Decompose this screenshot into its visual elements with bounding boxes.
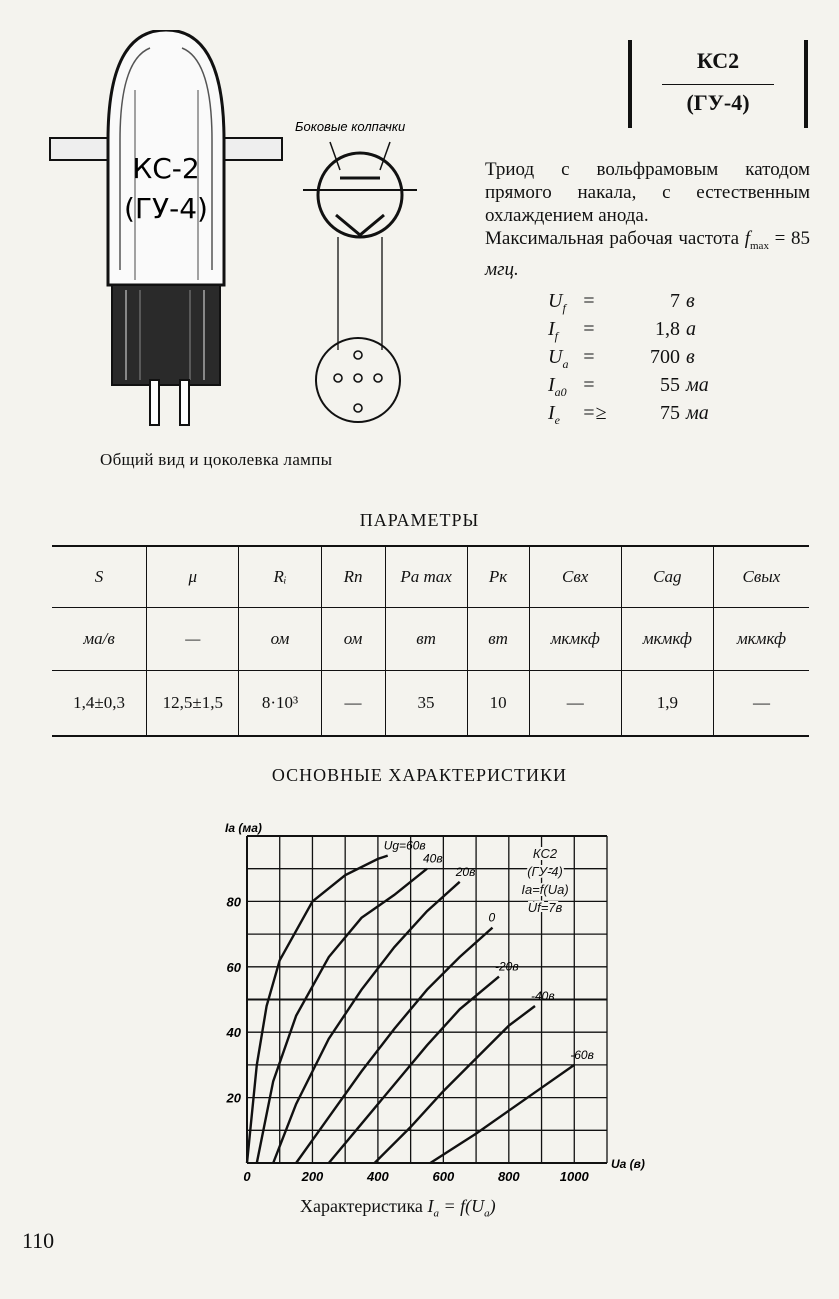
- param-header: Cвх: [529, 546, 621, 608]
- description-text: Триод с вольфрамовым катодом прямого накала, с естественным охлаждением анода.: [485, 159, 810, 226]
- side-cap-right: [222, 138, 282, 160]
- spec-subscript: e: [554, 413, 560, 427]
- type-box-line2: (ГУ-4): [686, 90, 750, 115]
- side-cap-left: [50, 138, 110, 160]
- spec-value: 55: [660, 374, 680, 396]
- param-header: Pк: [467, 546, 529, 608]
- spec-symbol: $I_e$: [548, 402, 560, 427]
- fmax-value: = 85: [774, 228, 811, 249]
- characteristic-chart: [215, 818, 655, 1198]
- spec-equals: =: [582, 374, 596, 396]
- param-unit: ом: [239, 608, 321, 671]
- page-number: 110: [22, 1228, 55, 1253]
- triode-schematic-symbol: [303, 142, 417, 350]
- x-axis-label: Ua (в): [611, 1157, 645, 1171]
- spec-row: [548, 402, 728, 430]
- param-header: Cвых: [742, 567, 781, 586]
- spec-equals: =: [582, 318, 596, 340]
- series-label: Ug=60в: [383, 838, 426, 853]
- param-unit: ом: [321, 608, 385, 671]
- spec-unit: в: [686, 290, 695, 312]
- param-header: Rᵢ: [239, 546, 321, 608]
- spec-unit: а: [686, 318, 696, 340]
- description: [485, 158, 810, 281]
- param-unit: вт: [467, 608, 529, 671]
- spec-row: [548, 346, 728, 374]
- x-tick-label: 1000: [559, 1169, 589, 1184]
- param-unit: ма/в: [52, 608, 147, 671]
- description-fmax-prefix: Максимальная рабочая частота: [485, 228, 740, 249]
- spec-value: 7: [670, 290, 680, 312]
- spec-symbol: $U_f$: [548, 290, 566, 315]
- y-tick-label: 80: [226, 894, 241, 910]
- spec-symbol: $I_f$: [548, 318, 559, 343]
- spec-value: 75: [660, 402, 680, 424]
- param-value: 8·10³: [239, 671, 321, 737]
- tube-label-2: (ГУ-4): [124, 192, 208, 225]
- series-line: [257, 869, 427, 1163]
- series-label: 20в: [455, 864, 476, 879]
- chart-annotation: Ia=f(Ua): [521, 882, 569, 897]
- fmax-sub: max: [750, 239, 769, 252]
- chart-caption-end: ): [489, 1196, 496, 1216]
- series-label: -40в: [531, 989, 555, 1004]
- tube-pin: [180, 380, 189, 425]
- spec-equals: =: [582, 346, 596, 368]
- spec-equals: =≥: [582, 402, 607, 424]
- characteristics-title: ОСНОВНЫЕ ХАРАКТЕРИСТИКИ: [271, 765, 568, 785]
- param-header: μ: [147, 546, 239, 608]
- chart-caption-formula: = f(U: [443, 1196, 485, 1216]
- spec-unit: ма: [686, 374, 709, 396]
- chart-caption-sub2: a: [484, 1207, 490, 1220]
- series-label: -20в: [495, 959, 519, 974]
- spec-symbol: $U_a$: [548, 346, 569, 371]
- chart-annotation: Uf=7в: [527, 900, 563, 915]
- param-value: —: [713, 671, 809, 737]
- param-value: —: [321, 671, 385, 737]
- series-line: [375, 1006, 535, 1163]
- x-tick-label: 800: [497, 1169, 520, 1184]
- fmax-unit: мгц.: [485, 258, 519, 280]
- param-unit: мкмкф: [529, 608, 621, 671]
- param-header: Pa max: [385, 546, 467, 608]
- x-tick-label: 600: [432, 1169, 455, 1184]
- params-table: [52, 545, 809, 737]
- spec-subscript: a: [562, 357, 569, 371]
- spec-symbol: $I_{a0}$: [548, 374, 567, 399]
- chart-caption: [300, 1196, 496, 1220]
- spec-equals: =: [582, 290, 596, 312]
- tube-pin: [150, 380, 159, 425]
- param-value: —: [529, 671, 621, 737]
- spec-subscript: a0: [554, 385, 567, 399]
- tube-type-box: [628, 40, 808, 128]
- param-header: Cag: [621, 546, 713, 608]
- params-title: ПАРАМЕТРЫ: [359, 510, 480, 530]
- spec-row: [548, 290, 728, 318]
- param-header: S: [52, 546, 147, 608]
- base-pinout-diagram: [316, 338, 400, 422]
- series-label: 0: [488, 910, 496, 925]
- param-header: Rп: [321, 546, 385, 608]
- type-box-line1: КС2: [696, 48, 740, 73]
- spec-unit: в: [686, 346, 695, 368]
- chart-caption-sub: a: [433, 1207, 439, 1220]
- chart-annotation: (ГУ-4): [527, 864, 563, 879]
- param-value: 10: [467, 671, 529, 737]
- y-tick-label: 40: [226, 1025, 241, 1041]
- x-tick-label: 200: [301, 1169, 324, 1184]
- fmax-symbol: f: [744, 228, 750, 249]
- spec-list: [548, 290, 728, 430]
- spec-subscript: f: [562, 301, 566, 315]
- spec-value: 700: [650, 346, 680, 368]
- x-tick-label: 0: [243, 1169, 251, 1184]
- series-label: 40в: [423, 851, 443, 866]
- param-unit: мкмкф: [713, 608, 809, 671]
- param-unit: вт: [385, 608, 467, 671]
- series-label: -60в: [570, 1047, 594, 1062]
- param-value: 12,5±1,5: [147, 671, 239, 737]
- spec-row: [548, 374, 728, 402]
- param-unit: —: [147, 608, 239, 671]
- param-value: 1,9: [621, 671, 713, 737]
- y-tick-label: 20: [226, 1090, 241, 1106]
- chart-caption-prefix: Характеристика: [300, 1196, 423, 1216]
- param-unit: мкмкф: [621, 608, 713, 671]
- figure-caption: Общий вид и цоколевка лампы: [100, 450, 333, 469]
- series-line: [430, 1065, 574, 1163]
- chart-caption-sym: I: [427, 1196, 434, 1216]
- y-axis-label: Ia (ма): [225, 821, 262, 835]
- y-tick-label: 60: [226, 959, 241, 975]
- param-value: 35: [385, 671, 467, 737]
- spec-subscript: f: [554, 329, 559, 343]
- chart-annotation: КС2: [532, 846, 558, 861]
- spec-row: [548, 318, 728, 346]
- tube-illustration: [40, 30, 440, 430]
- spec-unit: ма: [686, 402, 709, 424]
- x-tick-label: 400: [367, 1169, 389, 1184]
- param-value: 1,4±0,3: [52, 671, 147, 737]
- tube-label-1: КС-2: [132, 152, 200, 185]
- side-caps-label: Боковые колпачки: [295, 119, 406, 134]
- spec-value: 1,8: [655, 318, 680, 340]
